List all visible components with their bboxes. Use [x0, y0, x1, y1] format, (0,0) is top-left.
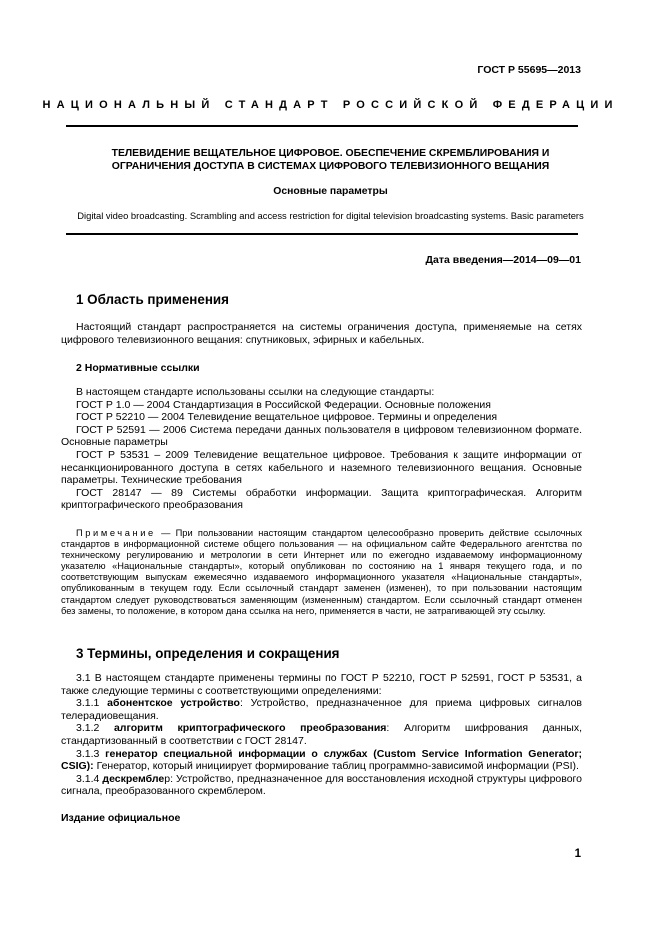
reference-item: ГОСТ Р 1.0 — 2004 Стандартизация в Российской Федерации. Основные положения — [76, 398, 491, 411]
term-definition — [61, 748, 582, 773]
section-3-intro: 3.1 В настоящем стандарте применены термины по ГОСТ Р 52210, ГОСТ Р 52591, ГОСТ Р 53531, а также следующие термины с соответствующими определениями: — [61, 672, 582, 697]
term-definition — [61, 773, 582, 798]
page-number: 1 — [574, 848, 581, 860]
title-line-1: ТЕЛЕВИДЕНИЕ ВЕЩАТЕЛЬНОЕ ЦИФРОВОЕ. ОБЕСПЕЧЕНИЕ СКРЕМБЛИРОВАНИЯ И — [111, 148, 550, 159]
english-title: Digital video broadcasting. Scrambling and access restriction for digital television broadcasting systems. Basic parameters — [77, 210, 584, 221]
title-line-2: ОГРАНИЧЕНИЯ ДОСТУПА В СИСТЕМАХ ЦИФРОВОГО ТЕЛЕВИЗИОННОГО ВЕЩАНИЯ — [111, 161, 550, 172]
term-number: 3.1.3 — [76, 747, 106, 760]
top-divider — [66, 125, 578, 127]
term-number: 3.1.4 — [76, 772, 103, 785]
term-definition — [61, 697, 582, 722]
reference-item: ГОСТ Р 52591 — 2006 Система передачи данных пользователя в цифровом телевизионном формате. Основные параметры — [61, 423, 582, 449]
term-definition — [61, 722, 582, 747]
term-def: : Устройство, предназначенное для приема цифровых сигналов телерадиовещания. — [61, 697, 583, 722]
term-name: дескрембле — [102, 772, 165, 785]
national-standard-banner: НАЦИОНАЛЬНЫЙ СТАНДАРТ РОССИЙСКОЙ ФЕДЕРАЦИИ — [42, 99, 619, 111]
section-2-body — [61, 386, 582, 512]
note-label: Примечание — [76, 528, 156, 538]
reference-item: ГОСТ Р 52210 — 2004 Телевидение вещательное цифровое. Термины и определения — [76, 411, 498, 424]
official-edition-label: Издание официальное — [61, 812, 181, 824]
bottom-divider — [66, 233, 578, 235]
term-number: 3.1.2 — [76, 722, 114, 735]
document-title — [40, 147, 621, 173]
term-def: Генератор, который инициирует формирование таблиц программно-зависимой информации (PSI). — [93, 760, 579, 773]
section-2-intro: В настоящем стандарте использованы ссылки на следующие стандарты: — [76, 386, 435, 398]
note-paragraph — [61, 528, 582, 617]
term-def: : Алгоритм шифрования данных, стандартизованный в соответствии с ГОСТ 28147. — [61, 722, 582, 747]
section-2-heading: 2 Нормативные ссылки — [76, 362, 200, 374]
effective-date: Дата введения—2014—09—01 — [425, 254, 581, 266]
section-3-heading: 3 Термины, определения и сокращения — [76, 646, 340, 661]
term-name: генератор специальной информации о службах (Custom Service Information Generator; CSIG): — [61, 747, 582, 773]
section-1-heading: 1 Область применения — [76, 292, 229, 307]
term-name: абонентское устройство — [107, 697, 240, 710]
reference-item: ГОСТ Р 53531 – 2009 Телевидение вещательное цифровое. Требования к защите информации от несанкционированного доступа в сетях кабельного и наземного телевизионного вещания. Основные параметры. Технические требования — [61, 448, 582, 487]
reference-item: ГОСТ 28147 — 89 Системы обработки информации. Защита криптографическая. Алгоритм криптографического преобразования — [61, 486, 582, 512]
term-number: 3.1.1 — [76, 697, 108, 710]
term-name: алгоритм криптографического преобразования — [113, 722, 387, 735]
note-block — [61, 528, 582, 617]
section-1-body — [61, 321, 582, 346]
term-def: р: Устройство, предназначенное для восстановления исходной структуры цифрового сигнала, преобразованного скремблером. — [61, 772, 582, 798]
document-code: ГОСТ Р 55695—2013 — [477, 64, 581, 76]
section-1-text: Настоящий стандарт распространяется на системы ограничения доступа, применяемые на сетях цифрового телевизионного вещания: спутниковых, эфирных и кабельных. — [61, 321, 582, 346]
section-3-body — [61, 672, 582, 798]
document-subtitle: Основные параметры — [273, 186, 388, 197]
note-text: — При пользовании настоящим стандартом целесообразно проверить действие ссылочных стандартов в информационной системе общего пользования — на официальном сайте Федерального агентства по техническому регулированию и метрологии в сети Интернет или по ежегодно издаваемому информационному указателю «Национальные стандарты», который опубликован по состоянию на 1 января текущего года, и по соответствующим выпускам ежемесячно издаваемого информационного указателя «Национальные стандарты», опубликованным в текущем году. Если ссылочный стандарт заменен (изменен), то при пользовании настоящим стандартом следует руководствоваться заменяющим (измененным) стандартом. Если ссылочный стандарт отменен без замены, то положение, в котором дана ссылка на него, применяется в части, не затрагивающей эту ссылку. — [61, 528, 582, 616]
